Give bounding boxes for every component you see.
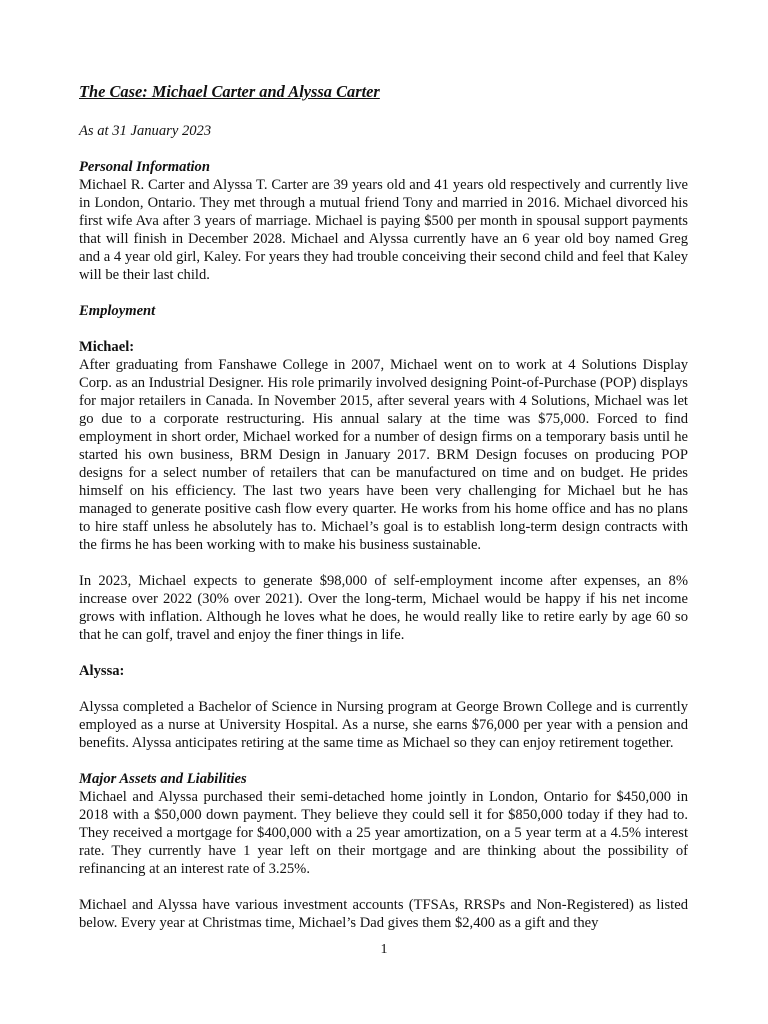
major-assets-heading: Major Assets and Liabilities bbox=[79, 771, 247, 787]
spacer bbox=[79, 320, 688, 338]
michael-heading: Michael: bbox=[79, 339, 135, 355]
michael-employment-text: After graduating from Fanshawe College in 2007, Michael went on to work at 4 Solutions Display Corp. as an Industrial Designer. His role primarily involved designing Point-of-Purchase (POP) displays for major retailers in Canada. In November 2015, after several years with 4 Solutions, Michael was let go due to a corporate restructuring. His annual salary at the time was $75,000. Forced to find employment in short order, Michael worked for a number of design firms on a temporary basis until he started his own business, BRM Design in January 2017. BRM Design focuses on producing POP designs for a select number of retailers that can be manufactured on time and on budget. He prides himself on his efficiency. The last two years have been very challenging for Michael but he has managed to generate positive cash flow every quarter. He works from his home office and has no plans to hire staff unless he absolutely has to. Michael’s goal is to establish long-term design contracts with the firms he has been working with to make his business sustainable. bbox=[79, 357, 688, 553]
alyssa-employment-text: Alyssa completed a Bachelor of Science in Nursing program at George Brown College and is currently employed as a nurse at University Hospital. As a nurse, she earns $76,000 per year with a pension and benefits. Alyssa anticipates retiring at the same time as Michael so they can enjoy retirement together. bbox=[79, 699, 688, 751]
document-title: The Case: Michael Carter and Alyssa Carter bbox=[79, 82, 380, 101]
spacer bbox=[79, 644, 688, 662]
document-page bbox=[79, 82, 688, 932]
spacer bbox=[79, 284, 688, 302]
alyssa-heading: Alyssa: bbox=[79, 663, 125, 679]
michael-income-text: In 2023, Michael expects to generate $98,000 of self-employment income after expenses, an 8% increase over 2022 (30% over 2021). Over the long-term, Michael would be happy if his net income grows with inflation. Although he loves what he does, he would really like to retire early by age 60 so that he can golf, travel and enjoy the finer things in life. bbox=[79, 573, 688, 643]
spacer bbox=[79, 554, 688, 572]
investment-accounts-text: Michael and Alyssa have various investment accounts (TFSAs, RRSPs and Non-Registered) as listed below. Every year at Christmas time, Michael’s Dad gives them $2,400 as a gift and they bbox=[79, 897, 688, 931]
spacer bbox=[79, 752, 688, 770]
home-purchase-text: Michael and Alyssa purchased their semi-detached home jointly in London, Ontario for $450,000 in 2018 with a $50,000 down payment. They believe they could sell it for $850,000 today if they had to. They received a mortgage for $400,000 with a 25 year amortization, on a 5 year term at a 4.5% interest rate. They currently have 1 year left on their mortgage and are thinking about the possibility of refinancing at an interest rate of 3.25%. bbox=[79, 789, 688, 877]
page-number: 1 bbox=[380, 942, 388, 957]
spacer bbox=[79, 878, 688, 896]
personal-information-text: Michael R. Carter and Alyssa T. Carter are 39 years old and 41 years old respectively and currently live in London, Ontario. They met through a mutual friend Tony and married in 2016. Michael divorced his first wife Ava after 3 years of marriage. Michael is paying $500 per month in spousal support payments that will finish in December 2028. Michael and Alyssa currently have an 6 year old boy named Greg and a 4 year old girl, Kaley. For years they had trouble conceiving their second child and feel that Kaley will be their last child. bbox=[79, 177, 688, 283]
as-at-date: As at 31 January 2023 bbox=[79, 123, 212, 139]
spacer bbox=[79, 680, 688, 698]
employment-heading: Employment bbox=[79, 303, 156, 319]
personal-information-heading: Personal Information bbox=[79, 159, 210, 175]
spacer bbox=[79, 140, 688, 158]
